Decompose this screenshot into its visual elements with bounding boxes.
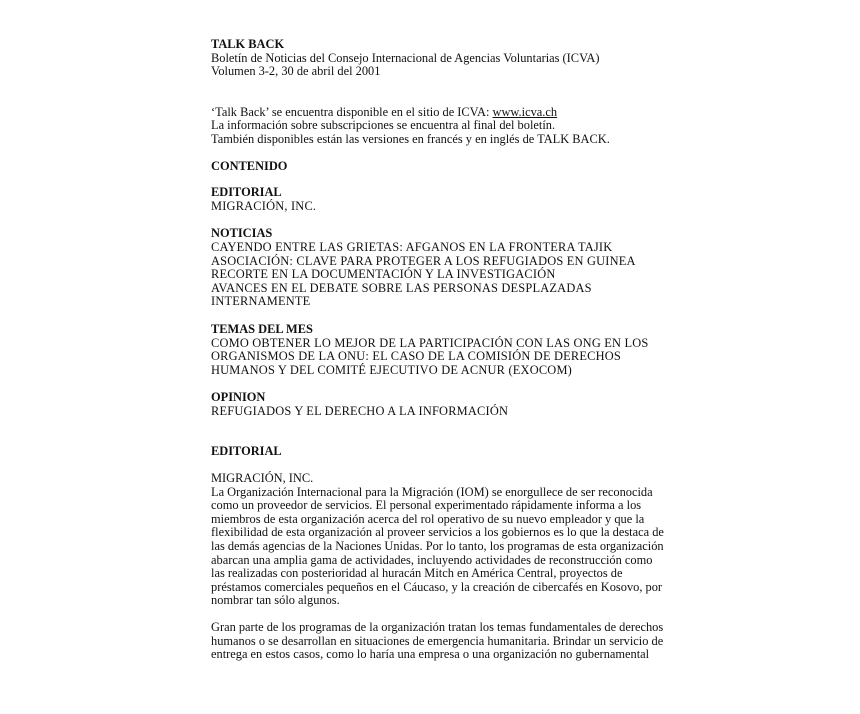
editorial-paragraph-2	[211, 620, 664, 662]
newsletter-volume: Volumen 3-2, 30 de abril del 2001	[211, 64, 381, 79]
contents-item: REFUGIADOS Y EL DERECHO A LA INFORMACIÓN	[211, 403, 509, 418]
contents-item: AVANCES EN EL DEBATE SOBRE LAS PERSONAS DESPLAZADAS	[211, 280, 592, 295]
paragraph-line: nombrar tan sólo algunos.	[211, 593, 340, 608]
paragraph-line: humanos o se desarrollan en situaciones de emergencia humanitaria. Brindar un servicio de	[211, 633, 664, 648]
paragraph-line: Gran parte de los programas de la organización tratan los temas fundamentales de derechos	[211, 620, 664, 634]
contents-section-noticias	[211, 227, 651, 309]
contents-item: HUMANOS Y DEL COMITÉ EJECUTIVO DE ACNUR (EXOCOM)	[211, 362, 572, 377]
document-page	[211, 37, 664, 662]
contents-item: RECORTE EN LA DOCUMENTACIÓN Y LA INVESTIGACIÓN	[211, 267, 556, 282]
contents-section-heading: EDITORIAL	[211, 185, 282, 200]
editorial-heading: EDITORIAL	[211, 444, 282, 459]
newsletter-title: TALK BACK	[211, 37, 285, 51]
paragraph-line: abarcan una amplia gama de actividades, incluyendo actividades de reconstrucción como	[211, 552, 653, 567]
editorial-paragraph-1	[211, 484, 664, 608]
paragraph-line: La Organización Internacional para la Migración (IOM) se enorgullece de ser reconocida	[211, 484, 653, 499]
icva-website-link[interactable]: www.icva.ch	[492, 104, 558, 119]
contents-item: ORGANISMOS DE LA ONU: EL CASO DE LA COMISIÓN DE DERECHOS	[211, 349, 622, 364]
contents-item: ASOCIACIÓN: CLAVE PARA PROTEGER A LOS REFUGIADOS EN GUINEA	[211, 253, 636, 268]
editorial-subheading: MIGRACIÓN, INC.	[211, 471, 314, 486]
subscription-info: La información sobre subscripciones se encuentra al final del boletín.	[211, 118, 556, 133]
contents-section-editorial	[211, 186, 651, 213]
contents-item: MIGRACIÓN, INC.	[211, 198, 317, 213]
contents-section-opinion	[211, 391, 651, 418]
contents-heading: CONTENIDO	[211, 158, 288, 173]
contents-section-temas	[211, 323, 651, 377]
contents-section-heading: NOTICIAS	[211, 226, 273, 241]
paragraph-line: entrega en estos casos, como lo haría una empresa o una organización no gubernamental	[211, 647, 650, 662]
paragraph-line: como un proveedor de servicios. El personal experimentado rápidamente informa a los	[211, 498, 642, 513]
paragraph-line: flexibilidad de esta organización al proveer servicios a los gobiernos es lo que la destaca de	[211, 525, 664, 540]
contents-section-heading: OPINION	[211, 390, 266, 405]
contents-item: INTERNAMENTE	[211, 294, 311, 309]
paragraph-line: préstamos comerciales pequeños en el Cáucaso, y la creación de cibercafés en Kosovo, por	[211, 579, 663, 594]
availability-text: ‘Talk Back’ se encuentra disponible en el sitio de ICVA:	[211, 104, 493, 119]
paragraph-line: las realizadas con posterioridad al huracán Mitch en América Central, proyectos de	[211, 566, 623, 581]
paragraph-line: miembros de esta organización acerca del rol operativo de su nuevo empleador y que la	[211, 511, 645, 526]
contents-item: CAYENDO ENTRE LAS GRIETAS: AFGANOS EN LA FRONTERA TAJIK	[211, 239, 613, 254]
availability-line	[211, 106, 651, 120]
contents-item: COMO OBTENER LO MEJOR DE LA PARTICIPACIÓN CON LAS ONG EN LOS	[211, 335, 649, 350]
contents-section-heading: TEMAS DEL MES	[211, 321, 313, 336]
language-versions-info: También disponibles están las versiones en francés y en inglés de TALK BACK.	[211, 131, 610, 146]
newsletter-subtitle: Boletín de Noticias del Consejo Internacional de Agencias Voluntarias (ICVA)	[211, 50, 600, 65]
paragraph-line: las demás agencias de la Naciones Unidas. Por lo tanto, los programas de esta organización	[211, 539, 664, 554]
